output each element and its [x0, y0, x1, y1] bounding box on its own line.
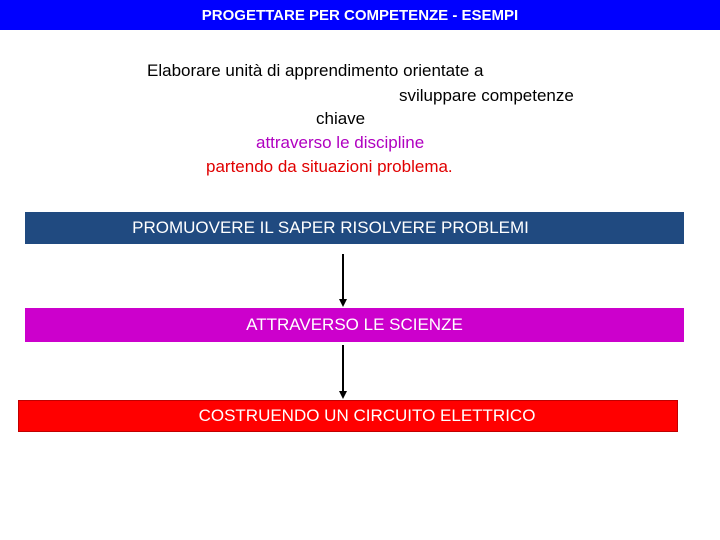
flow-step-2-label: ATTRAVERSO LE SCIENZE [246, 315, 463, 334]
intro-line-5: partendo da situazioni problema. [206, 157, 453, 176]
flow-step-1-label: PROMUOVERE IL SAPER RISOLVERE PROBLEMI [132, 218, 529, 237]
arrow-step1-to-step2 [339, 254, 347, 307]
intro-line-1: Elaborare unità di apprendimento orientate a [147, 61, 484, 80]
intro-line-2: sviluppare competenze [399, 86, 574, 105]
flow-step-3-label: COSTRUENDO UN CIRCUITO ELETTRICO [198, 406, 536, 425]
intro-line-3: chiave [316, 109, 366, 128]
intro-line-4: attraverso le discipline [256, 133, 425, 152]
arrow-step2-to-step3 [339, 345, 347, 399]
page-title: PROGETTARE PER COMPETENZE - ESEMPI [201, 6, 519, 24]
